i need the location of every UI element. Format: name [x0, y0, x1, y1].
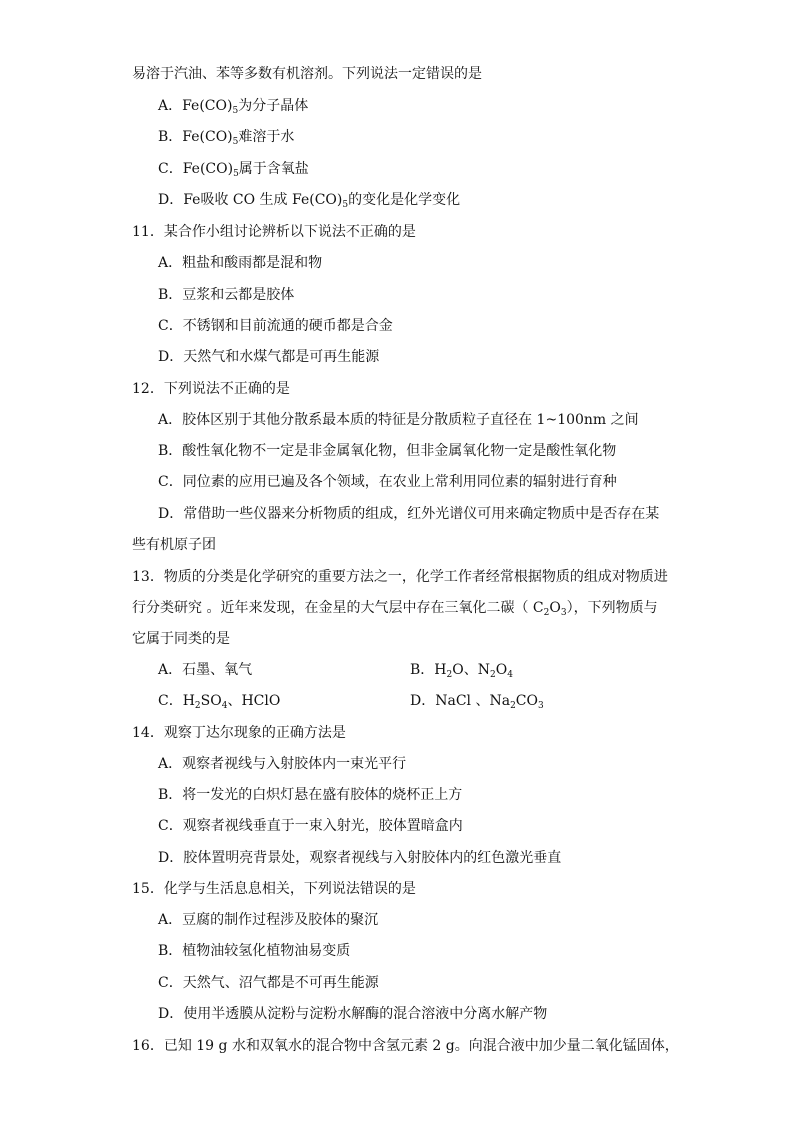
q11-option-d: D．天然气和水煤气都是可再生能源 [158, 349, 380, 365]
q13-stem-line1: 13．物质的分类是化学研究的重要方法之一，化学工作者经常根据物质的组成对物质进 [132, 569, 668, 585]
q12-option-d-continued: 些有机原子团 [132, 537, 216, 553]
q12-option-c: C．同位素的应用已遍及各个领域，在农业上常利用同位素的辐射进行育种 [158, 474, 617, 490]
q10-option-a: A．$Fe(CO)_5$为分子晶体 [158, 98, 309, 116]
q14-stem: 14．观察丁达尔现象的正确方法是 [132, 725, 346, 741]
q13-option-b: B．$H_2O$、$N_2O_4$ [410, 662, 513, 680]
q12-stem: 12．下列说法不正确的是 [132, 381, 290, 397]
q11-option-a: A．粗盐和酸雨都是混和物 [158, 255, 323, 271]
q10-option-c: C．$Fe(CO)_5$属于含氧盐 [158, 161, 309, 179]
q10-option-b: B．$Fe(CO)_5$难溶于水 [158, 129, 295, 147]
q13-option-c: C．$H_2SO_4$、HClO [158, 693, 281, 711]
q14-option-b: B．将一发光的白炽灯悬在盛有胶体的烧杯正上方 [158, 787, 463, 803]
q11-stem: 11．某合作小组讨论辨析以下说法不正确的是 [132, 224, 416, 240]
q15-option-a: A．豆腐的制作过程涉及胶体的聚沉 [158, 912, 379, 928]
q11-option-c: C．不锈钢和目前流通的硬币都是合金 [158, 318, 393, 334]
q10-continuation: 易溶于汽油、苯等多数有机溶剂。下列说法一定错误的是 [132, 66, 482, 82]
q12-option-b: B．酸性氧化物不一定是非金属氧化物，但非金属氧化物一定是酸性氧化物 [158, 443, 617, 459]
q11-option-b: B．豆浆和云都是胶体 [158, 287, 295, 303]
q14-option-a: A．观察者视线与入射胶体内一束光平行 [158, 756, 407, 772]
q13-option-a: A．石墨、氧气 [158, 662, 253, 678]
q14-option-d: D．胶体置明亮背景处，观察者视线与入射胶体内的红色激光垂直 [158, 850, 562, 866]
q15-option-b: B．植物油较氢化植物油易变质 [158, 943, 351, 959]
q15-option-d: D．使用半透膜从淀粉与淀粉水解酶的混合溶液中分离水解产物 [158, 1006, 548, 1022]
q13-option-d: D．NaCl 、$Na_2CO_3$ [410, 693, 544, 711]
q13-stem-line3: 它属于同类的是 [132, 631, 230, 647]
q14-option-c: C．观察者视线垂直于一束入射光，胶体置暗盒内 [158, 818, 463, 834]
q10-option-d: D．Fe吸收 CO 生成 $Fe(CO)_5$的变化是化学变化 [158, 192, 461, 210]
q15-stem: 15．化学与生活息息相关，下列说法错误的是 [132, 881, 416, 897]
q12-option-a: A．胶体区别于其他分散系最本质的特征是分散质粒子直径在 1~100nm 之间 [158, 412, 639, 428]
q15-option-c: C．天然气、沼气都是不可再生能源 [158, 975, 379, 991]
q13-stem-line2: 行分类研究 。近年来发现，在金星的大气层中存在三氧化二碳（ $C_2O_3$），下列物质与 [132, 600, 658, 618]
q12-option-d: D．常借助一些仪器来分析物质的组成，红外光谱仪可用来确定物质中是否存在某 [158, 506, 660, 522]
q16-stem: 16．已知 19 g 水和双氧水的混合物中含氢元素 2 g。向混合液中加少量二氧化锰固体， [132, 1038, 679, 1054]
